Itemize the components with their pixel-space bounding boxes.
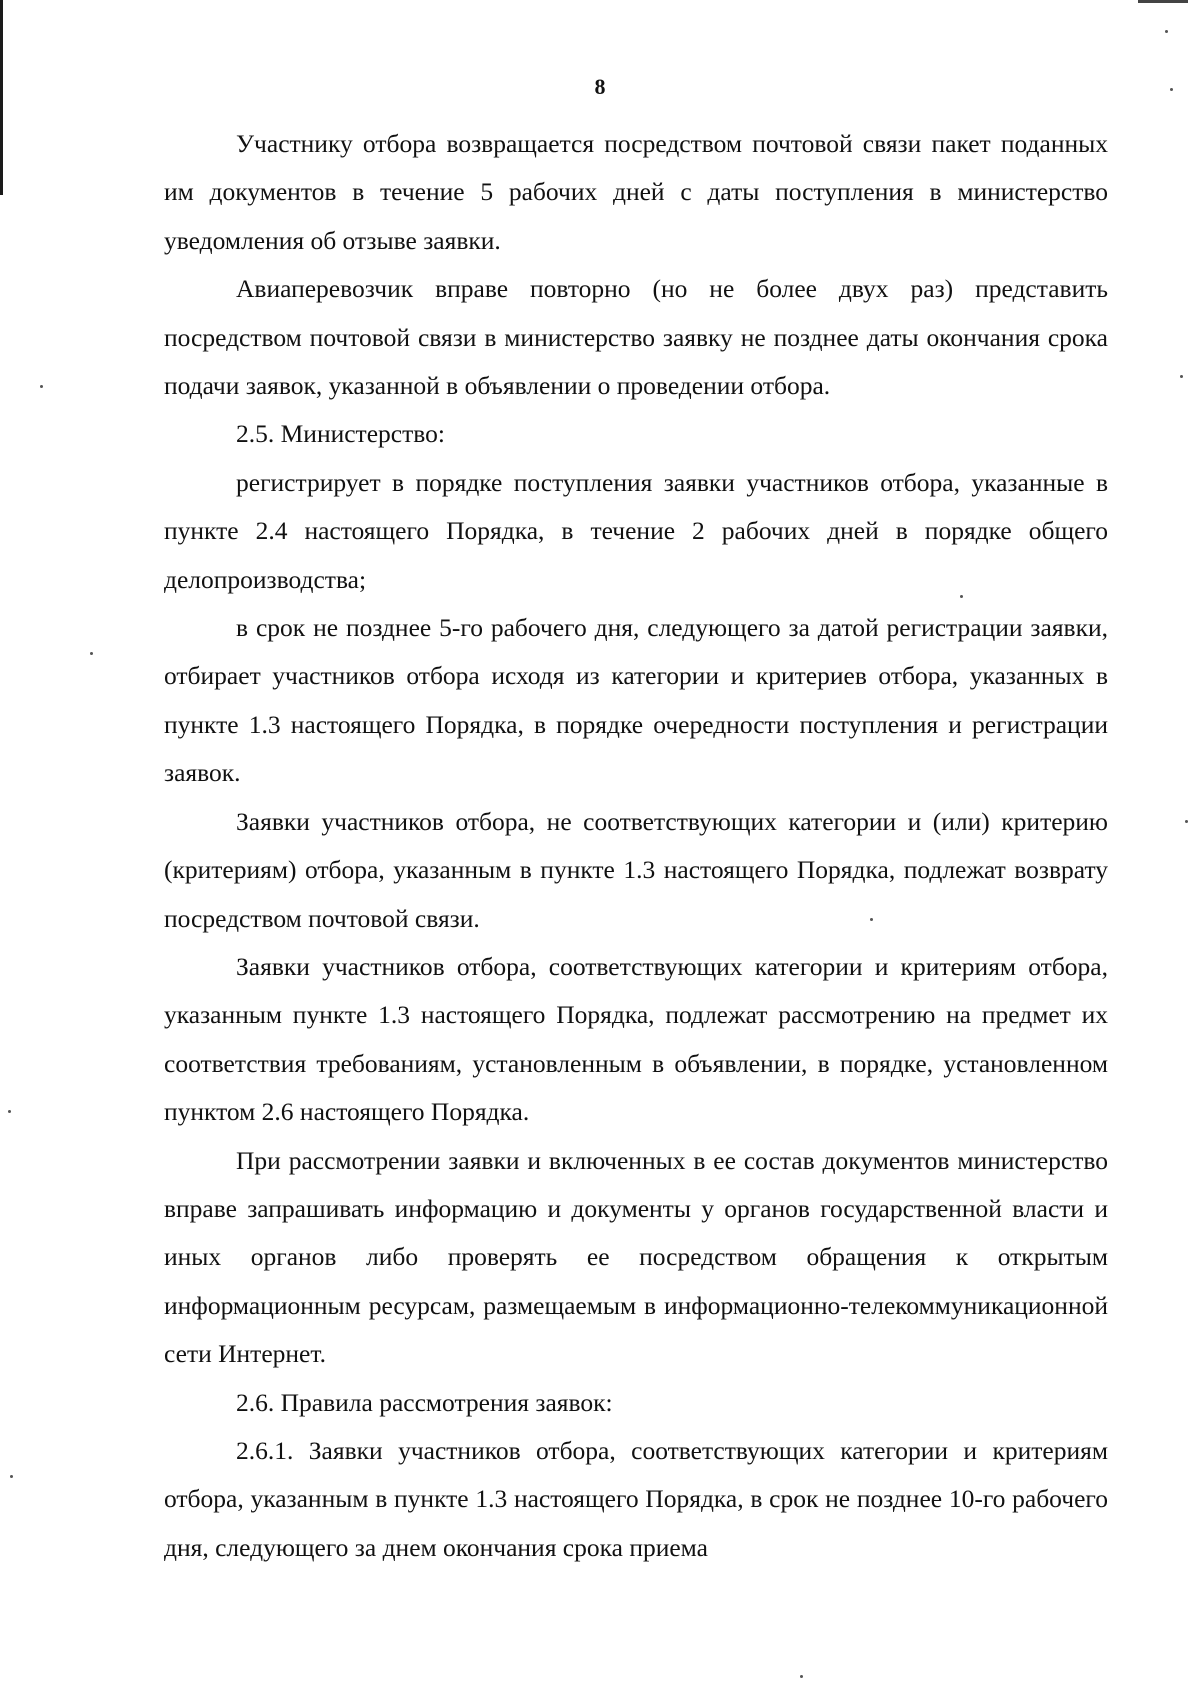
scan-speck xyxy=(10,1475,13,1478)
scan-speck xyxy=(8,1110,11,1113)
paragraph-6: Заявки участников отбора, соответствующих категории и критериям отбора, указанным пункте 1.3 настоящего Порядка, подлежат рассмотрению на предмет их соответствия требованиям, установленным в объявлении, в порядке, установленном пунктом 2.6 настоящего Порядка. xyxy=(164,951,1108,1127)
scan-speck xyxy=(90,652,93,655)
document-body xyxy=(164,120,1108,1572)
scan-corner-mark xyxy=(1138,0,1188,3)
page-number: 8 xyxy=(594,74,606,99)
scan-speck xyxy=(1185,820,1188,823)
paragraph-3: регистрирует в порядке поступления заявки участников отбора, указанные в пункте 2.4 настоящего Порядка, в течение 2 рабочих дней в порядке общего делопроизводства; xyxy=(164,467,1108,594)
scan-speck xyxy=(40,385,43,388)
paragraph-7: При рассмотрении заявки и включенных в ее состав документов министерство вправе запрашивать информацию и документы у органов государственной власти и иных органов либо проверять ее посредством обращения к открытым информационным ресурсам, размещаемым в информационно-телекоммуникационной сети Интернет. xyxy=(164,1145,1108,1369)
scan-speck xyxy=(1180,375,1183,378)
scan-speck xyxy=(870,918,873,921)
paragraph-5: Заявки участников отбора, не соответствующих категории и (или) критерию (критериям) отбора, указанным в пункте 1.3 настоящего Порядка, подлежат возврату посредством почтовой связи. xyxy=(164,806,1108,933)
scan-speck xyxy=(800,1675,803,1678)
scan-speck xyxy=(960,595,963,598)
paragraph-8: 2.6.1. Заявки участников отбора, соответствующих категории и критериям отбора, указанным в пункте 1.3 настоящего Порядка, в срок не позднее 10-го рабочего дня, следующего за днем окончания срока приема xyxy=(164,1435,1108,1562)
paragraph-2: Авиаперевозчик вправе повторно (но не более двух раз) представить посредством почтовой связи в министерство заявку не позднее даты окончания срока подачи заявок, указанной в объявлении о проведении отбора. xyxy=(164,274,1108,401)
paragraph-4: в срок не позднее 5-го рабочего дня, следующего за датой регистрации заявки, отбирает участников отбора исходя из категории и критериев отбора, указанных в пункте 1.3 настоящего Порядка, в порядке очередности поступления и регистрации заявок. xyxy=(164,613,1108,788)
paragraph-1: Участнику отбора возвращается посредством почтовой связи пакет поданных им документов в течение 5 рабочих дней с даты поступления в министерство уведомления об отзыве заявки. xyxy=(164,129,1108,255)
scan-speck xyxy=(1165,30,1168,33)
section-heading-2-5: 2.5. Министерство: xyxy=(236,419,445,449)
scan-speck xyxy=(1170,88,1173,91)
section-heading-2-6: 2.6. Правила рассмотрения заявок: xyxy=(236,1387,613,1417)
